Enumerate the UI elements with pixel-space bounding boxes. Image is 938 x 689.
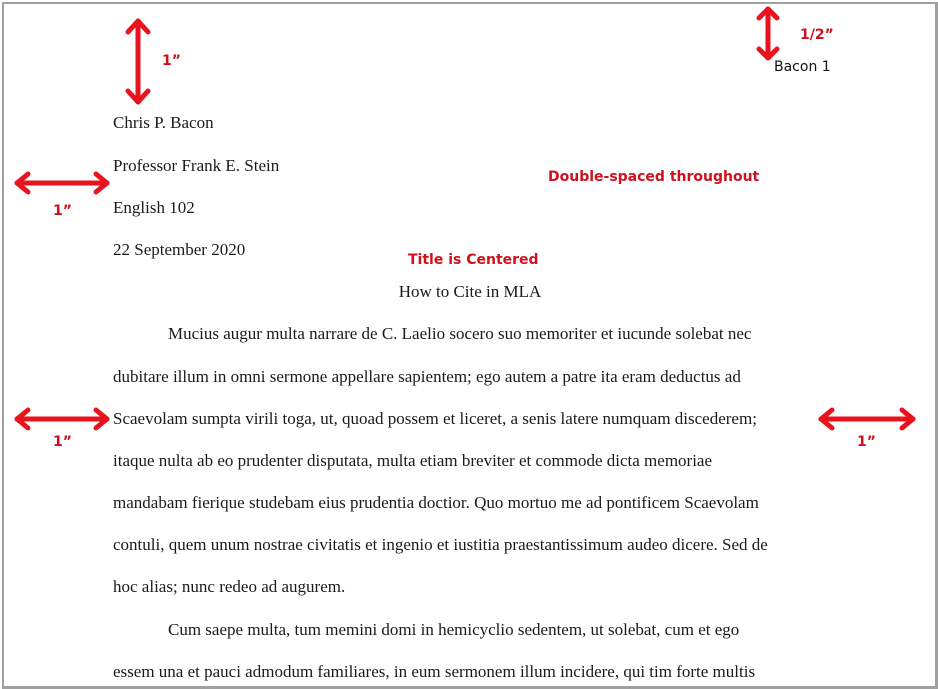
double-spaced-note: Double-spaced throughout xyxy=(548,169,760,185)
page-title: How to Cite in MLA xyxy=(398,282,542,301)
body-line: hoc alias; nunc redeo ad augurem. xyxy=(113,577,346,596)
horizontal-double-arrow-icon xyxy=(12,406,112,432)
right-margin-label: 1” xyxy=(857,434,876,450)
heading-course: English 102 xyxy=(113,198,195,217)
body-line: itaque nulta ab eo prudenter disputata, multa etiam breviter et commode dicta memoriae xyxy=(113,451,713,470)
body-line: Mucius augur multa narrare de C. Laelio socero suo memoriter et iucunde solebat nec xyxy=(168,324,752,343)
vertical-double-arrow-icon xyxy=(756,5,780,63)
left-margin-label-top: 1” xyxy=(53,203,72,219)
body-line: mandabam fierique studebam eius prudentia doctior. Quo mortuo me ad pontificem Scaevolam xyxy=(113,493,759,512)
heading-author: Chris P. Bacon xyxy=(113,113,214,132)
header-margin-label: 1/2” xyxy=(800,27,834,43)
body-line: Cum saepe multa, tum memini domi in hemicyclio sedentem, ut solebat, cum et ego xyxy=(168,620,740,639)
body-line: essem una et pauci admodum familiares, in eum sermonem illum incidere, qui tim forte multis xyxy=(113,662,756,681)
body-line: contuli, quem unum nostrae civitatis et ingenio et iustitia praestantissimum audeo dicere. Sed de xyxy=(113,535,768,554)
body-line: Scaevolam sumpta virili toga, ut, quoad possem et liceret, a senis latere numquam discederem; xyxy=(113,409,757,428)
horizontal-double-arrow-icon xyxy=(12,170,112,196)
left-margin-label-mid: 1” xyxy=(53,434,72,450)
body-line: dubitare illum in omni sermone appellare sapientem; ego autem a patre ita eram deductus ad xyxy=(113,367,741,386)
heading-date: 22 September 2020 xyxy=(113,240,246,259)
horizontal-double-arrow-icon xyxy=(816,406,918,432)
heading-instructor: Professor Frank E. Stein xyxy=(113,156,280,175)
top-margin-label: 1” xyxy=(162,53,181,69)
vertical-double-arrow-icon xyxy=(125,16,151,108)
running-header: Bacon 1 xyxy=(774,59,831,75)
title-centered-note: Title is Centered xyxy=(408,252,539,268)
